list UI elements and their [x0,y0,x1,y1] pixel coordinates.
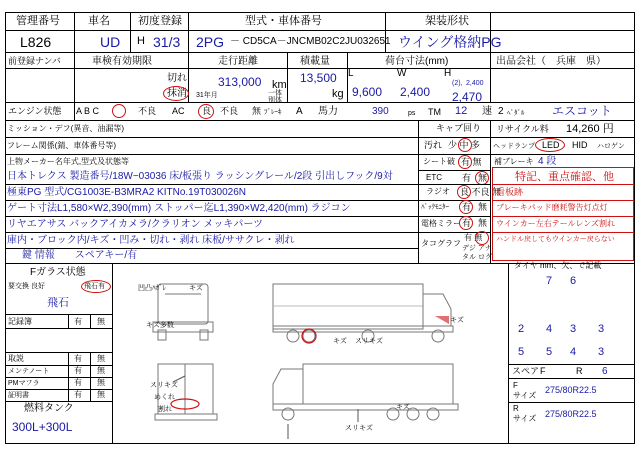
led: LED [542,140,560,150]
truck-diagram [113,264,508,444]
tire-r3-3: 4 [570,346,577,358]
frame-label: フレーム関係(錆、車体番号等) [7,141,117,150]
dim-H: 2,470 [452,90,483,104]
engine-bad: 不良 [138,106,157,116]
note-2: ブレーキパッド磨耗警告灯点灯 [496,203,608,212]
cert-label: 証明書 [8,392,29,399]
manual-label: 取説 [8,354,24,363]
mission-label: ミッション・デフ(異音、油漏等) [7,124,125,133]
diag-mekure: めくれ [154,394,175,401]
tire-r3-2: 5 [546,346,553,358]
maint-nashi: 無 [97,366,105,375]
dim-H-label: H [444,68,452,79]
expired-label: 切れ [167,73,187,84]
record-label: 記録簿 [8,317,32,326]
tire-r2-1: 2 [518,323,525,335]
tm-label: TM [428,107,441,117]
hid: HID [572,140,588,150]
seat-opts: 有 無 [461,157,482,167]
brake-val: A [296,106,303,117]
diag-kizu-2: キズ [333,338,347,345]
pedal: 2 [498,106,504,117]
dirty-label: 汚れ [424,140,443,150]
model-label: 型式・車体番号 [245,15,322,27]
fglass-label: Fガラス状態 [30,267,86,278]
body-type: ウイング格納PG [398,34,502,50]
truck-side-view-top [273,284,453,342]
etc-circle [475,171,489,185]
exhibitor: 出品会社（ 兵庫 県） [496,56,606,67]
key-info: 鍵 情報 スペアキー/有 [22,250,138,261]
mirror-circle [459,216,473,230]
f-size-label: F サイズ [513,381,537,400]
diag-kizu-1: キズ [189,285,203,292]
deregistered-circle [163,86,189,101]
mgmt-no-label: 管理番号 [16,15,60,27]
maint-ari: 有 [74,366,82,375]
cert-ari: 有 [74,390,82,399]
equip-line-5: 庫内・ブロック内/キズ・凹み・切れ・剥れ 床板/ササクレ・剥れ [7,235,295,246]
diag-kizu-3: キズ [450,317,464,324]
deregistered-label: 抹消 [167,88,187,99]
dim-W-label: W [397,68,407,79]
mileage-note: 一体 別体 [268,90,282,104]
diag-ware: 割れ [158,406,172,413]
diag-suriki-2: スリキズ [150,382,178,389]
tire-r2-3: 3 [570,323,577,335]
capacity: 13,500 [300,71,337,85]
pm-ari: 有 [74,378,82,387]
capacity-label: 積載量 [300,56,330,67]
f-size: 275/80R22.5 [545,385,597,395]
spare-F: F [540,366,546,376]
tire-r2-2: 4 [546,323,553,335]
record-ari: 有 [74,317,82,326]
mileage: 313,000 [218,75,262,89]
recycle-amt: 14,260 円 [566,123,614,135]
headlamp-label: ヘッドランプ [493,143,535,150]
hp: 390 [372,106,389,117]
diag-kizuha: キズ多数 [146,322,174,329]
ac-label: AC [172,106,185,116]
etc-label: ETC [426,173,442,182]
diag-hekomi: 凹凸ﾊｶﾞﾚ [138,285,166,292]
first-reg: 31/3 [153,34,181,50]
speed-label: 速 [482,106,492,117]
dim-W: 2,400 [400,85,431,99]
engine-grade-circle [112,104,126,118]
fglass-exch: 要交換 良好 [8,283,45,290]
hp-unit: ps [408,110,416,117]
manual-ari: 有 [74,354,82,363]
tacho-opts: 有 無 [464,233,483,242]
damage-marker-cab [435,316,449,324]
mirror-nashi: 無 [478,218,488,228]
radio-circle [457,185,471,199]
seat-label: シート破 [423,157,455,166]
equip-line-1: 日本トレクス 製造番号/18W−03036 床/板張り ラッシングレール/2段 引出しフック/9対 [7,171,393,182]
etc-ari: 有 [462,173,472,183]
brake-label: ﾌﾞﾚｰｷ [264,109,282,116]
dim-H-top: (2), [452,80,463,87]
r-size-label: R サイズ [513,404,537,423]
note-4: ハンドル戻してもウインカー戻らない [496,236,615,243]
cab-label: キャブ回り [436,123,482,133]
halogen: ハロゲン [597,143,625,150]
make-label: 車名 [88,15,110,27]
first-reg-label: 初度登録 [138,15,182,27]
aux-brake: 4 段 [538,156,557,167]
engine-grade: A B C [76,106,100,116]
fuel-label: 燃料タンク [24,403,74,414]
note-1: 看板跡 [496,187,524,197]
tires-title: タイヤ mm、欠、で記載 [514,261,602,270]
equip-line-2: 極東PG 型式/CG1003E-B3MRA2 KITNo.19T030026N [7,187,246,198]
chip-circle [81,280,111,293]
etc-nashi: 無 [478,173,488,183]
pm-label: PMマフラ [8,380,40,387]
equip-title: 上物メーカー名年式,型式及状態等 [7,157,130,166]
seat-circle [458,155,472,169]
insp-date: 31年月 [196,92,218,99]
diag-kizu-4: キズ [396,404,410,411]
recycle-label: リサイクル料 [496,124,549,134]
mirror-ari: 有 [462,218,472,228]
r-size: 275/80R22.5 [545,409,597,419]
truck-side-view-bottom [273,364,458,420]
led-circle [535,138,565,152]
era: H [137,35,145,47]
capacity-unit: kg [332,88,344,100]
truck-front-view [153,284,213,340]
backmon-nashi: 無 [478,202,488,212]
mileage-label: 走行距離 [218,56,258,67]
tacho-types: デジ アナ タル ログ [462,245,492,261]
dim-L: 9,600 [352,85,383,99]
fglass-chip: 飛石有 [84,283,105,290]
equip-line-3: ゲート寸法L1,580×W2,390(mm) ストッパー迄L1,390×W2,420(mm) ラジコン [7,203,351,214]
tire-r2-4: 3 [598,323,605,335]
backmon-label: ﾊﾞｯｸﾓﾆﾀｰ [421,204,449,211]
radio-opts: 良 不良 無 [460,187,502,197]
radio-label: ラジオ [426,187,450,196]
equip-line-4: リヤエアサス バックアイカメラ/クラリオン メッキパーツ [7,219,264,230]
note-3: ウインカー左右テールレンズ割れ [496,219,615,228]
manual-nashi: 無 [97,354,105,363]
mileage-unit: km [272,79,287,91]
diag-suriki-1: スリキズ [355,338,383,345]
record-nashi: 無 [97,317,105,326]
dirty-circle [458,138,472,152]
spare-R: R [576,366,583,376]
ac-none: 無 [252,106,262,116]
ac-bad: 不良 [220,106,239,116]
damage-circle-wheel [302,329,316,343]
mirror-label: 電格ミラー [421,219,461,228]
inspection-label: 車検有効期限 [92,56,152,67]
ac-grade-circle [198,104,214,119]
pm-nashi: 無 [97,378,105,387]
model-prefix: 2PG [196,34,225,50]
escot: エスコット [552,104,612,118]
spare-label: スペア [512,366,540,376]
make: UD [100,34,121,50]
spare-val: 6 [602,366,608,377]
tire-r3-4: 3 [598,346,605,358]
dim-L-label: L [348,68,354,79]
hp-label: 馬力 [318,106,338,117]
backmon-ari: 有 [462,202,472,212]
tire-r3-1: 5 [518,346,525,358]
ac-grade: 良 [202,106,212,116]
engine-label: エンジン状態 [8,106,62,116]
fglass-chip-red: 飛石 [47,297,69,309]
pedal-label: ﾍﾟﾀﾞﾙ [507,110,525,117]
diag-suriki-3: スリキズ [345,425,373,432]
prev-plate-label: 前登録ナンバ [8,56,61,66]
tire-r1-2: 6 [570,275,577,287]
maint-label: メンテノート [8,368,50,375]
fuel-val: 300L+300L [12,420,73,434]
body-shape-label: 架装形状 [425,15,469,27]
dim-H-top2: 2,400 [466,80,484,87]
tacho-label: タコグラフ [421,239,461,248]
backmon-circle [459,200,473,214]
aux-brake-label: 補ブレーキ [494,157,534,166]
cargo-dims-label: 荷台寸法(mm) [385,56,449,67]
notes-title: 特記、重点確認、他 [515,171,614,183]
mgmt-no: L826 [20,34,52,50]
dirty-opts: 少 中 多 [448,140,481,150]
tacho-circle [475,231,489,245]
cert-nashi: 無 [97,390,105,399]
tm: 12 [455,105,468,117]
tire-r1-1: 7 [546,275,553,287]
chassis-no: － CD5CA－JNCMB02C2JU032651 [230,36,391,47]
